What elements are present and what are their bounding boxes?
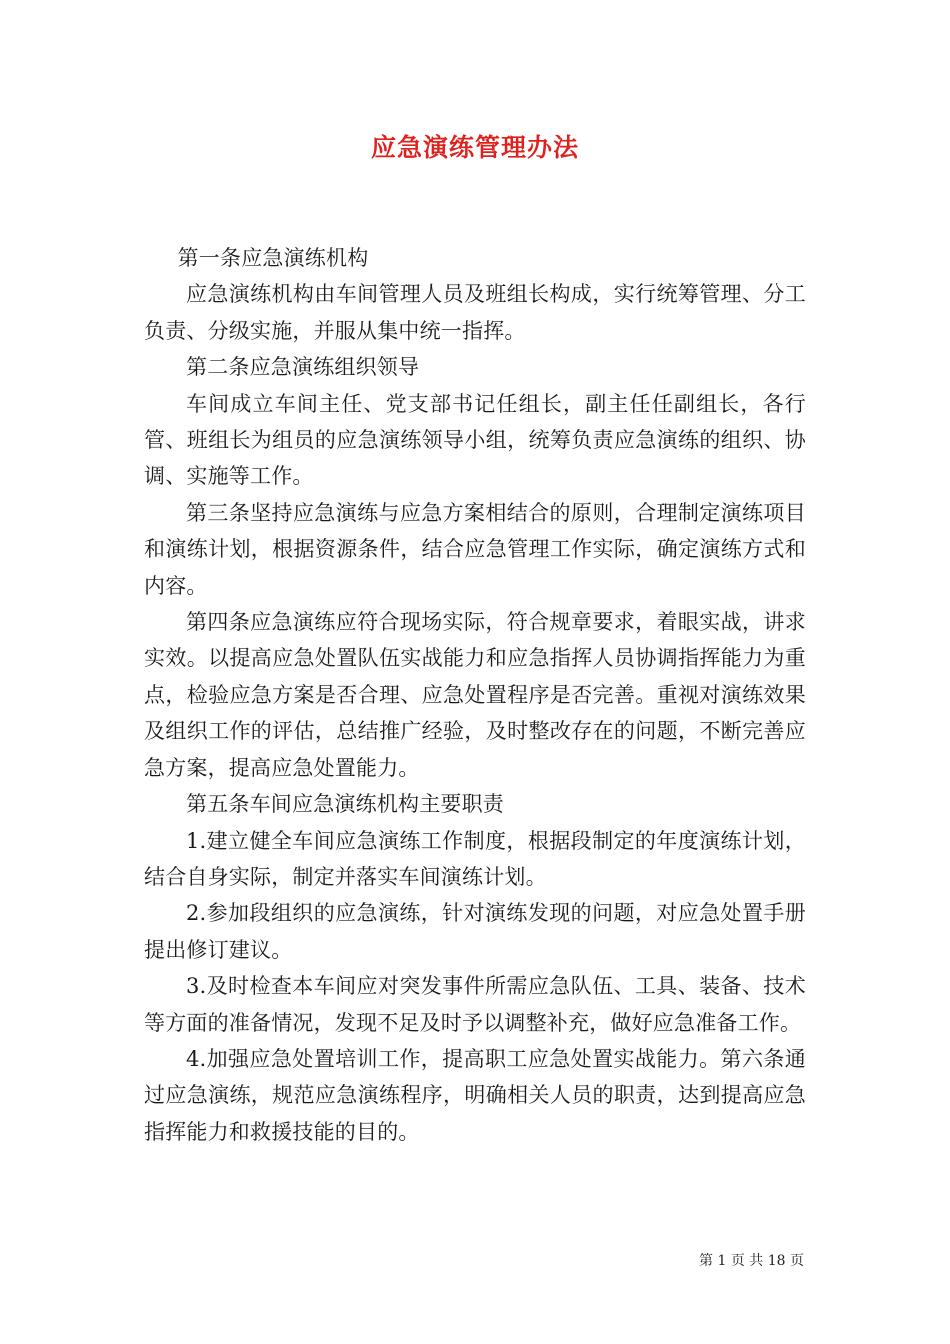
duty-item-4: 4.加强应急处置培训工作，提高职工应急处置实战能力。第六条通过应急演练，规范应急演练程序，明确相关人员的职责，达到提高应急指挥能力和救援技能的目的。: [144, 1046, 806, 1144]
duty-item-3: 3.及时检查本车间应对突发事件所需应急队伍、工具、装备、技术等方面的准备情况，发现不足及时予以调整补充，做好应急准备工作。: [144, 974, 806, 1035]
article-2-text: 车间成立车间主任、党支部书记任组长，副主任任副组长，各行管、班组长为组员的应急演练领导小组，统筹负责应急演练的组织、协调、实施等工作。: [144, 391, 806, 489]
document-title: 应急演练管理办法: [370, 133, 579, 162]
article-1-heading: 第一条应急演练机构: [177, 246, 369, 270]
article-5-heading: 第五条车间应急演练机构主要职责: [186, 792, 504, 817]
article-4-text: 第四条应急演练应符合现场实际，符合规章要求，着眼实战，讲求实效。以提高应急处置队伍实战能力和应急指挥人员协调指挥能力为重点，检验应急方案是否合理、应急处置程序是否完善。重视对演练效果及组织工作的评估，总结推广经验，及时整改存在的问题，不断完善应急方案，提高应急处置能力。: [144, 610, 806, 780]
article-3-text: 第三条坚持应急演练与应急方案相结合的原则，合理制定演练项目和演练计划，根据资源条件，结合应急管理工作实际，确定演练方式和内容。: [144, 500, 806, 598]
document-body: [144, 240, 806, 1150]
article-2-heading: 第二条应急演练组织领导: [186, 355, 420, 380]
duty-item-2: 2.参加段组织的应急演练，针对演练发现的问题，对应急处置手册提出修订建议。: [144, 901, 806, 962]
page-number: 第 1 页 共 18 页: [699, 1253, 804, 1269]
duty-item-1: 1.建立健全车间应急演练工作制度，根据段制定的年度演练计划，结合自身实际，制定并落实车间演练计划。: [144, 828, 806, 889]
article-1-text: 应急演练机构由车间管理人员及班组长构成，实行统筹管理、分工负责、分级实施，并服从集中统一指挥。: [144, 282, 806, 343]
